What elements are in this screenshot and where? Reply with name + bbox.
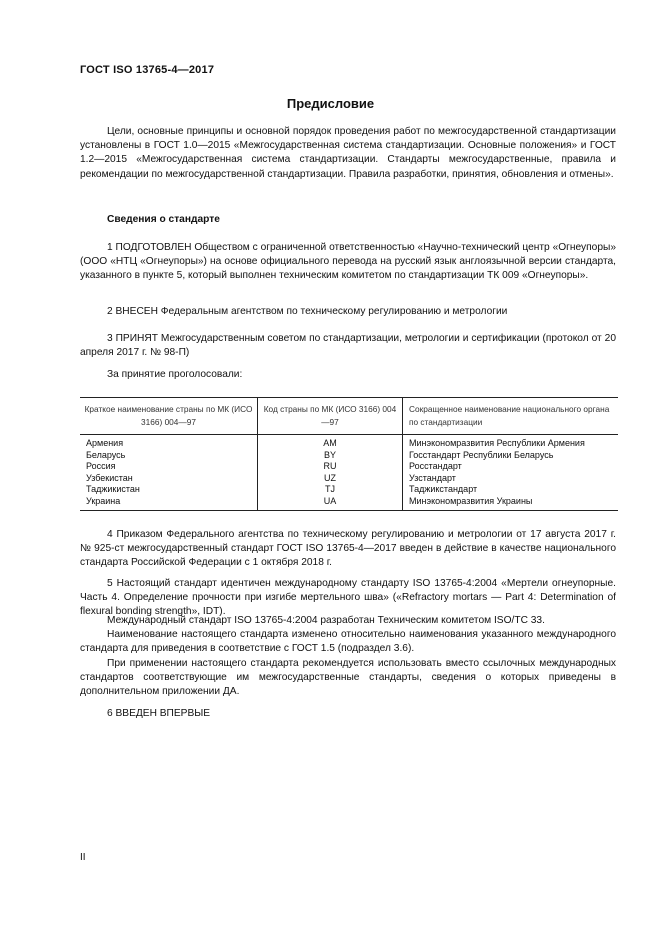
country-cell: Узбекистан [80, 473, 258, 485]
vote-label: За принятие проголосовали: [107, 369, 243, 380]
code-cell: UA [258, 496, 403, 511]
code-cell: BY [258, 450, 403, 462]
intro-paragraph: Цели, основные принципы и основной порядок проведения работ по межгосударственной стандартизации установлены в ГОСТ 1.0—2015 «Межгосударственная система стандартизации. Основные положения» и ГОСТ 1.2—2015 «Межгосударственная система стандартизации. Стандарты межгосударственные, правила и рекомендации по межгосударственной стандартизации. Правила разработки, принятия, обновления и отмены». [80, 126, 616, 180]
code-cell: AM [258, 435, 403, 450]
item-4: 4 Приказом Федерального агентства по техническому регулированию и метрологии от 17 августа 2017 г. № 925-ст межгосударственный стандарт ГОСТ ISO 13765-4—2017 введен в действие в качестве национального стандарта Российской Федерации с 1 октября 2018 г. [80, 529, 616, 569]
table-row [80, 496, 618, 511]
page-title: Предисловие [286, 96, 375, 111]
country-cell: Армения [80, 435, 258, 450]
code-cell: UZ [258, 473, 403, 485]
table-row [80, 473, 618, 485]
document-header: ГОСТ ISO 13765-4—2017 [80, 64, 215, 76]
info-heading: Сведения о стандарте [107, 214, 220, 225]
column-header-body: Сокращенное наименование национального органа по стандартизации [403, 398, 619, 435]
country-cell: Россия [80, 461, 258, 473]
item-5-note-2: Наименование настоящего стандарта изменено относительно наименования указанного международного стандарта для приведения в соответствие с ГОСТ 1.5 (подраздел 3.6). [80, 629, 616, 655]
item-5-note-1: Международный стандарт ISO 13765-4:2004 разработан Техническим комитетом ISO/TC 33. [107, 615, 545, 626]
body-cell: Минэкономразвития Республики Армения [409, 438, 585, 448]
code-cell: RU [258, 461, 403, 473]
body-cell: Таджикстандарт [409, 484, 478, 494]
body-cell: Росстандарт [409, 461, 462, 471]
item-1: 1 ПОДГОТОВЛЕН Обществом с ограниченной ответственностью «Научно-технический центр «Огнеупоры» (ООО «НТЦ «Огнеупоры») на основе официального перевода на русский язык англоязычной версии стандарта, указанного в пункте 5, который выполнен техническим комитетом по стандартизации ТК 009 «Огнеупоры». [80, 242, 616, 282]
table-row [80, 435, 618, 450]
voting-table [80, 397, 618, 511]
table-row [80, 484, 618, 496]
table-row [80, 450, 618, 462]
body-cell: Минэкономразвития Украины [403, 496, 619, 511]
item-5-note-3: При применении настоящего стандарта рекомендуется использовать вместо ссылочных международных стандартов соответствующие им межгосударственные стандарты, сведения о которых приведены в дополнительном приложении ДА. [80, 658, 616, 698]
item-2: 2 ВНЕСЕН Федеральным агентством по техническому регулированию и метрологии [107, 306, 508, 317]
code-cell: TJ [258, 484, 403, 496]
body-cell: Госстандарт Республики Беларусь [409, 449, 554, 460]
body-cell: Узстандарт [409, 472, 456, 483]
country-cell: Таджикистан [80, 484, 258, 496]
country-cell: Беларусь [80, 450, 258, 462]
column-header-code: Код страны по МК (ИСО 3166) 004—97 [258, 398, 403, 435]
item-5: 5 Настоящий стандарт идентичен международному стандарту ISO 13765-4:2004 «Мертели огнеупорные. Часть 4. Определение прочности при изгибе мертельного шва» («Refractory mortars — Part 4: Determination of flexural bonding strength», IDT). [80, 578, 616, 618]
item-6: 6 ВВЕДЕН ВПЕРВЫЕ [107, 708, 211, 719]
country-cell: Украина [80, 496, 258, 511]
page-number: II [80, 852, 86, 863]
item-3: 3 ПРИНЯТ Межгосударственным советом по стандартизации, метрологии и сертификации (протокол от 20 апреля 2017 г. № 98-П) [80, 333, 616, 359]
table-row [80, 461, 618, 473]
column-header-country: Краткое наименование страны по МК (ИСО 3166) 004—97 [80, 398, 258, 435]
table-header-row [80, 398, 618, 435]
